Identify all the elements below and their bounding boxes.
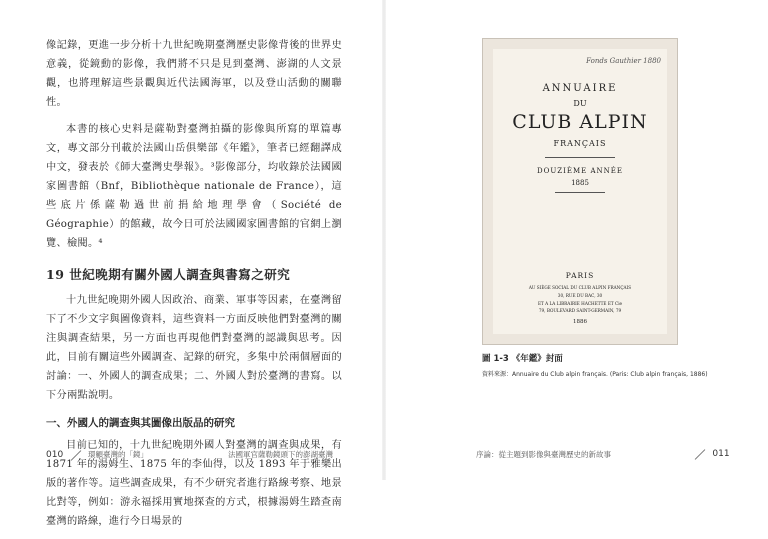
cover-rule-top	[545, 157, 615, 158]
cover-publisher-2: 30, RUE DU BAC, 30	[557, 293, 603, 298]
right-footer-running-title: 序論：從主題到影像與臺灣歷史的新故事	[476, 450, 611, 459]
cover-line-club-alpin: CLUB ALPIN	[512, 111, 648, 133]
left-page-number: 010	[46, 450, 64, 460]
left-text-column	[46, 36, 342, 539]
figure-caption	[482, 352, 732, 378]
cover-year-bottom: 1886	[573, 319, 587, 325]
cover-line-1885: 1885	[571, 179, 589, 187]
subsection-heading: 一、外國人的調查與其圖像出版品的研究	[46, 417, 235, 429]
right-page	[384, 0, 768, 480]
paragraph-1: 像記錄，更進一步分析十九世紀晚期臺灣歷史影像背後的世界史意義，從鏡動的影像，我們將不只是見到臺灣、澎湖的人文景觀，也將理解這些景觀與近代法國海軍，以及登山活動的關聯性。	[46, 40, 342, 108]
cover-publisher-3: ET A LA LIBRAIRIE HACHETTE ET Cie	[537, 301, 623, 306]
cover-publisher-1: AU SIÈGE SOCIAL DU CLUB ALPIN FRANÇAIS	[528, 285, 632, 290]
left-footer-book-title: 環顧臺灣的「鏡」	[87, 450, 148, 459]
cover-line-francais: FRANÇAIS	[553, 139, 607, 148]
right-page-number: 011	[712, 449, 730, 459]
caption-source: 資料來源：Annuaire du Club alpin français. (Paris: Club alpin français, 1886)	[482, 371, 708, 378]
left-footer-running-title: 法國軍官薩勒鏡頭下的澎湖臺灣	[228, 450, 333, 459]
section-paragraph: 十九世紀晚期外國人因政治、商業、軍事等因素，在臺灣留下了不少文字與圖像資料，這些資料一方面反映他們對臺灣的關注與調查結果，另一方面也再現他們對臺灣的認識與思考。因此，目前有關這些外國調查、記錄的研究，多集中於兩個層面的討論：一、外國人的調查成果；二、外國人對於臺灣的書寫。以下分兩點說明。	[46, 295, 342, 401]
paragraph-2: 本書的核心史料是薩勒對臺灣拍攝的影像與所寫的單篇專文，專文部分刊載於法國山岳俱樂部《年鑑》，筆者已經翻譯成中文，發表於《師大臺灣史學報》。³影像部分，均收錄於法國國家圖書館（Bnf，Bibliothèque nationale de France），這些底片係薩勒過世前捐給地理學會（Société de Géographie）的館藏，故今日可於法國國家圖書館的官網上瀏覽、檢閱。⁴	[46, 124, 342, 249]
footer-slash-divider	[70, 450, 81, 461]
right-footer	[690, 449, 730, 459]
left-footer	[46, 449, 148, 460]
annuaire-cover	[493, 49, 667, 334]
caption-title: 圖 1-3 《年鑑》封面	[482, 354, 563, 364]
left-page	[0, 0, 384, 527]
cover-line-annuaire: ANNUAIRE	[542, 83, 618, 94]
subsection-paragraph: 目前已知的，十九世紀晚期外國人對臺灣的調查與成果，有 1871 年的湯姆生、1875 年的李仙得，以及 1893 年于雅樂出版的著作等。這些調查成果，有不少研究者進行路線考察、地景比對等，例如：游永福採用實地探查的方式，根據湯姆生踏查南臺灣的路線，進行今日場景的	[46, 440, 342, 527]
cover-line-douzieme: DOUZIÈME ANNÉE	[536, 167, 624, 175]
figure-cover-photo	[482, 38, 678, 345]
cover-rule-bottom	[555, 192, 605, 193]
cover-line-du: DU	[573, 99, 587, 108]
footer-slash-divider-right	[695, 449, 706, 460]
cover-place: PARIS	[565, 271, 595, 280]
handwritten-note: Fonds Gauthier 1880	[586, 57, 661, 65]
cover-publisher-4: 79, BOULEVARD SAINT-GERMAIN, 79	[538, 308, 622, 313]
section-heading: 19 世紀晚期有關外國人調查與書寫之研究	[46, 267, 291, 282]
